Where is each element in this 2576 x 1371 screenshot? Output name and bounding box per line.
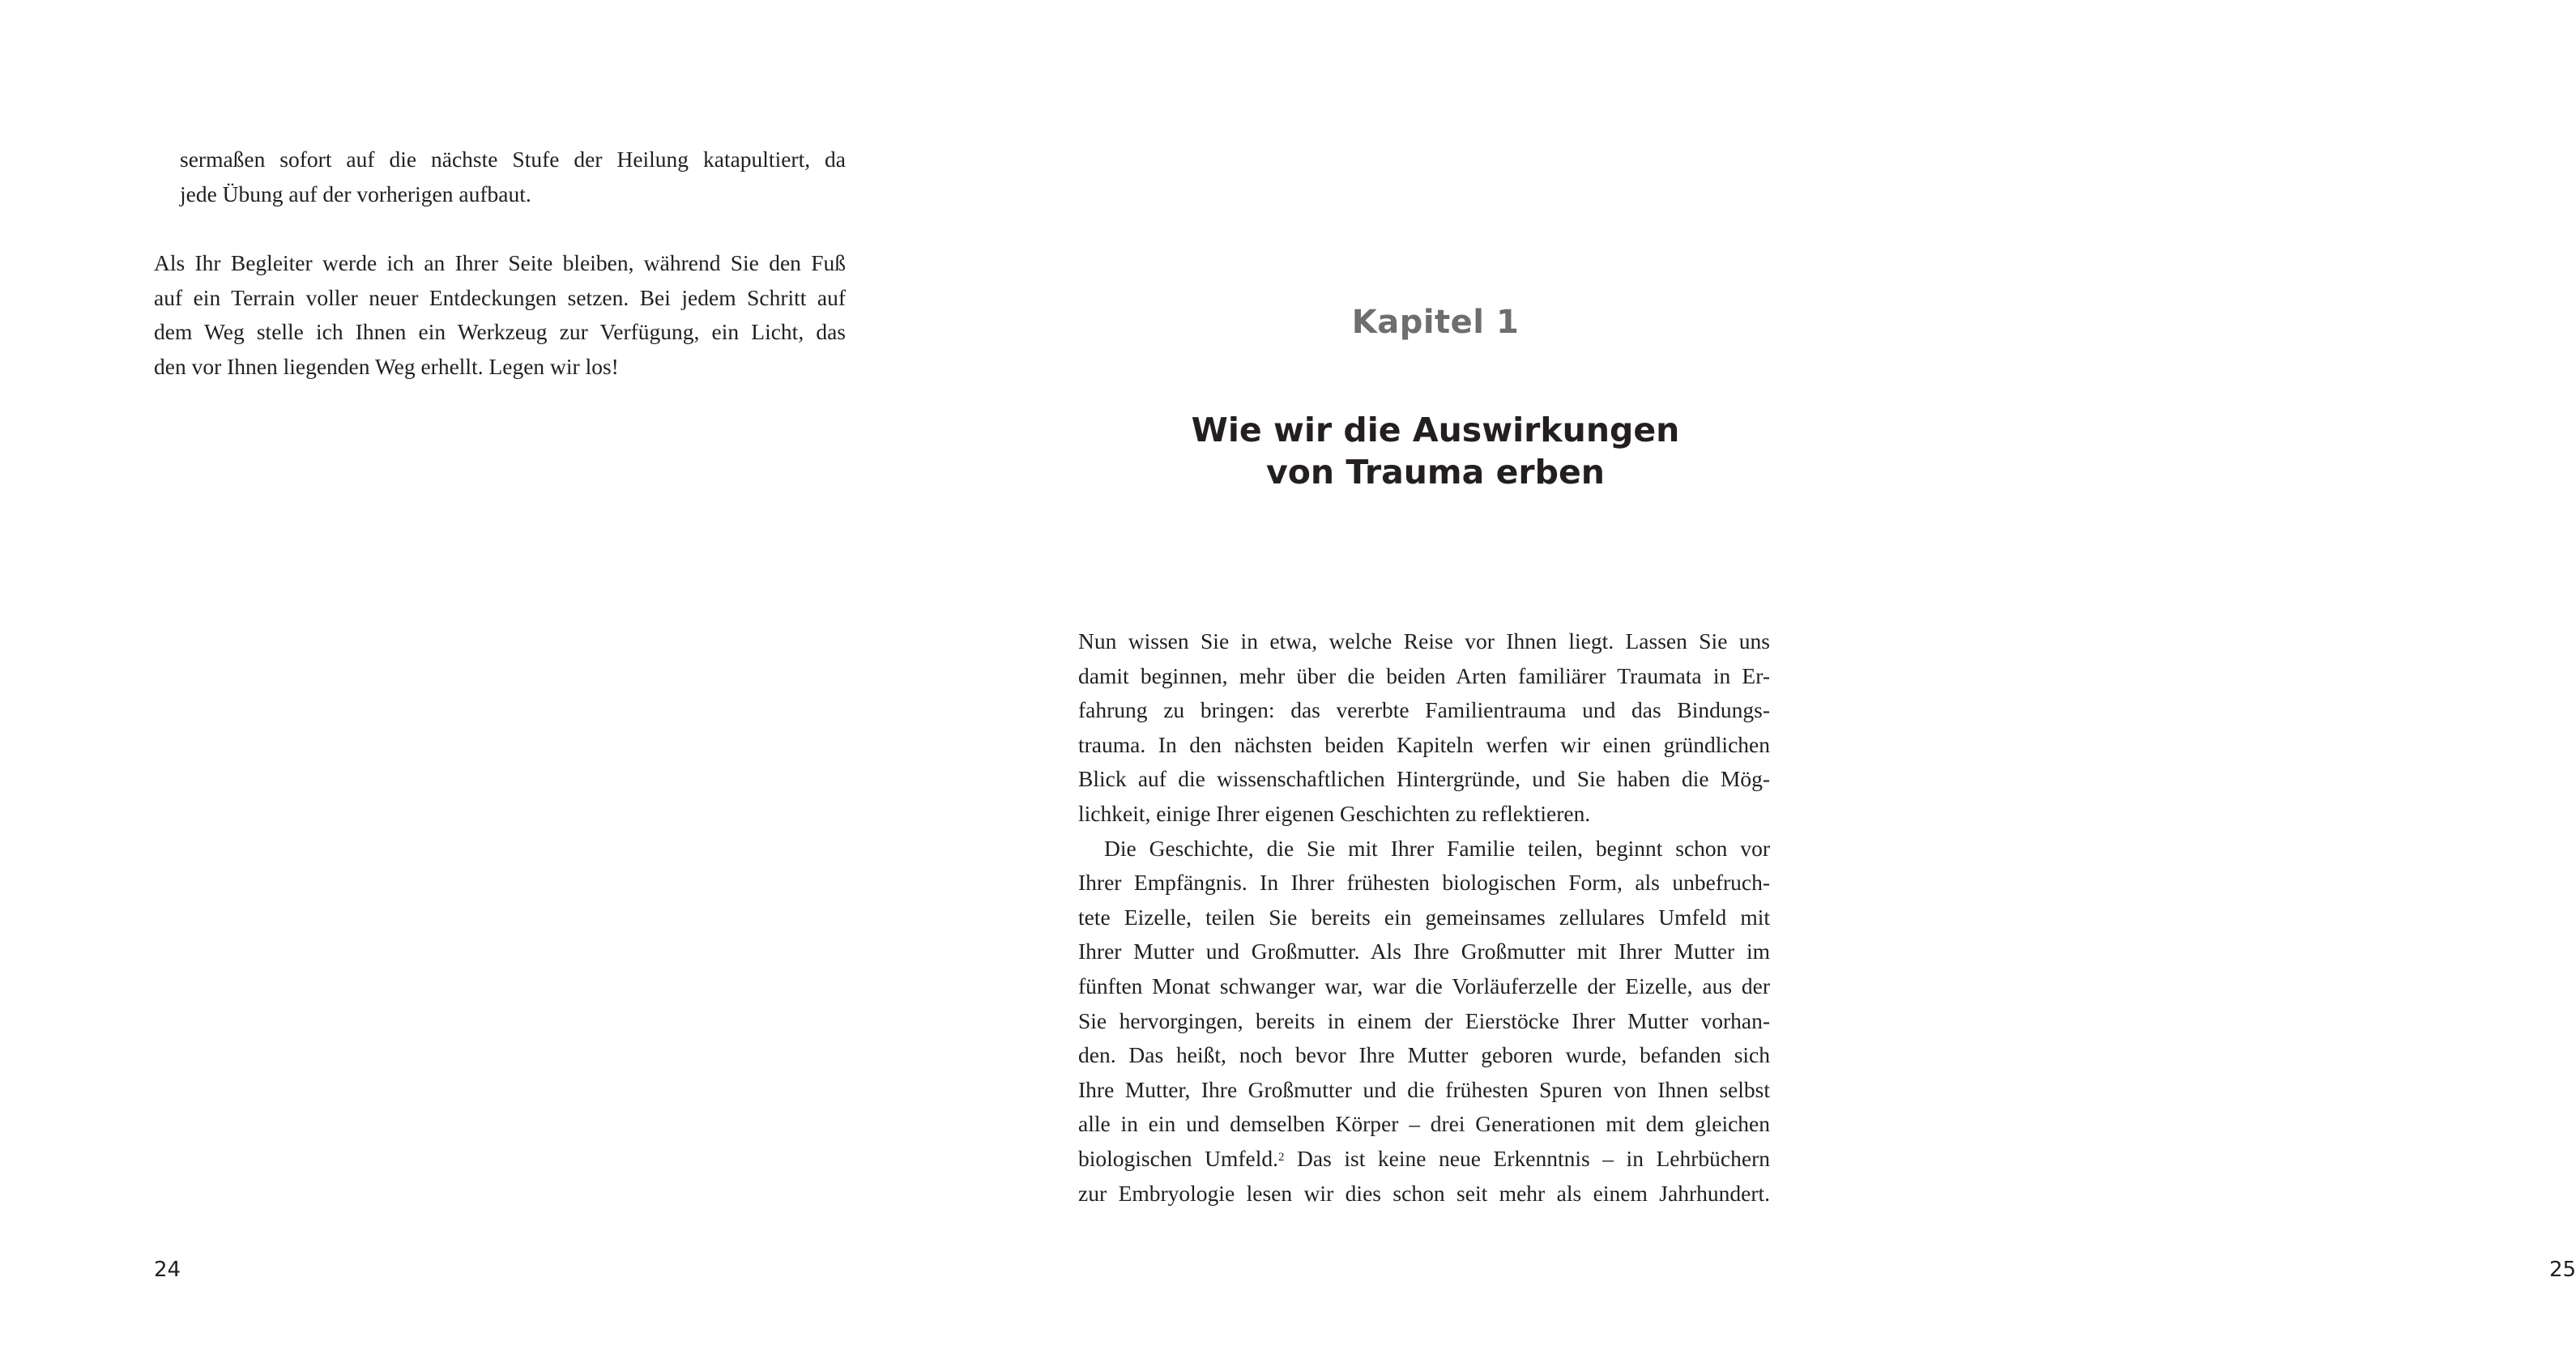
text-line: fünften Monat schwanger war, war die Vorläuferzelle der Eizelle, aus der [1078,973,1770,998]
text-line: den vor Ihnen liegenden Weg erhellt. Legen wir los! [154,353,619,379]
page-number: 24 [154,1258,181,1282]
text-line: Die Geschichte, die Sie mit Ihrer Familie teilen, beginnt schon vor [1104,835,1770,861]
text-line: zur Embryologie lesen wir dies schon seit mehr als einem Jahrhundert. [1078,1180,1770,1206]
text-line: Ihrer Empfängnis. In Ihrer frühesten biologischen Form, als unbefruch- [1078,870,1770,896]
text-line: alle in ein und demselben Körper – drei Generationen mit dem gleichen [1078,1111,1770,1137]
paragraph-intro [1078,624,1770,832]
text-line: sermaßen sofort auf die nächste Stufe der Heilung katapultiert, da [180,147,846,172]
text-fragment: biologischen Umfeld. [1078,1145,1278,1171]
chapter-title-line: Wie wir die Auswirkungen [1191,411,1680,449]
footnote-marker[interactable]: 2 [1277,1150,1285,1164]
text-line: tete Eizelle, teilen Sie bereits ein gemeinsames zellulares Umfeld mit [1078,904,1770,930]
text-line: auf ein Terrain voller neuer Entdeckungen setzen. Bei jedem Schritt auf [154,284,846,310]
text-line: Nun wissen Sie in etwa, welche Reise vor Ihnen liegt. Lassen Sie uns [1078,628,1770,654]
text-line: den. Das heißt, noch bevor Ihre Mutter geboren wurde, befanden sich [1078,1042,1770,1068]
text-line: Als Ihr Begleiter werde ich an Ihrer Seite bleiben, während Sie den Fuß [154,250,846,275]
text-line: jede Übung auf der vorherigen aufbaut. [180,181,531,207]
text-line: Sie hervorgingen, bereits in einem der Eierstöcke Ihrer Mutter vorhan- [1078,1007,1770,1033]
text-line: fahrung zu bringen: das vererbte Familientrauma und das Bindungs- [1078,697,1770,723]
text-line: trauma. In den nächsten beiden Kapiteln werfen wir einen gründlichen [1078,731,1770,757]
text-fragment: Das ist keine neue Erkenntnis – in Lehrbüchern [1284,1145,1770,1171]
text-line: Blick auf die wissenschaftlichen Hintergründe, und Sie haben die Mög- [1078,766,1770,792]
page-number: 25 [2549,1258,2576,1282]
text-line: lichkeit, einige Ihrer eigenen Geschichten zu reflektieren. [1078,800,1591,826]
text-line: damit beginnen, mehr über die beiden Arten familiärer Traumata in Er- [1078,662,1770,688]
text-line-with-footnote [1078,1142,1770,1177]
paragraph-family-story [1078,832,1770,1211]
paragraph-continuation [180,143,846,211]
text-line: dem Weg stelle ich Ihnen ein Werkzeug zur Verfügung, ein Licht, das [154,319,846,345]
chapter-body [1078,624,1770,1211]
text-line: Ihre Mutter, Ihre Großmutter und die frühesten Spuren von Ihnen selbst [1078,1076,1770,1102]
text-line: Ihrer Mutter und Großmutter. Als Ihre Großmutter mit Ihrer Mutter im [1078,939,1770,964]
right-page [957,0,2576,1371]
chapter-title [957,409,1914,493]
chapter-label: Kapitel 1 [1351,304,1520,341]
left-page [0,0,957,1371]
paragraph-companion [154,246,846,384]
chapter-title-line: von Trauma erben [1266,453,1605,492]
